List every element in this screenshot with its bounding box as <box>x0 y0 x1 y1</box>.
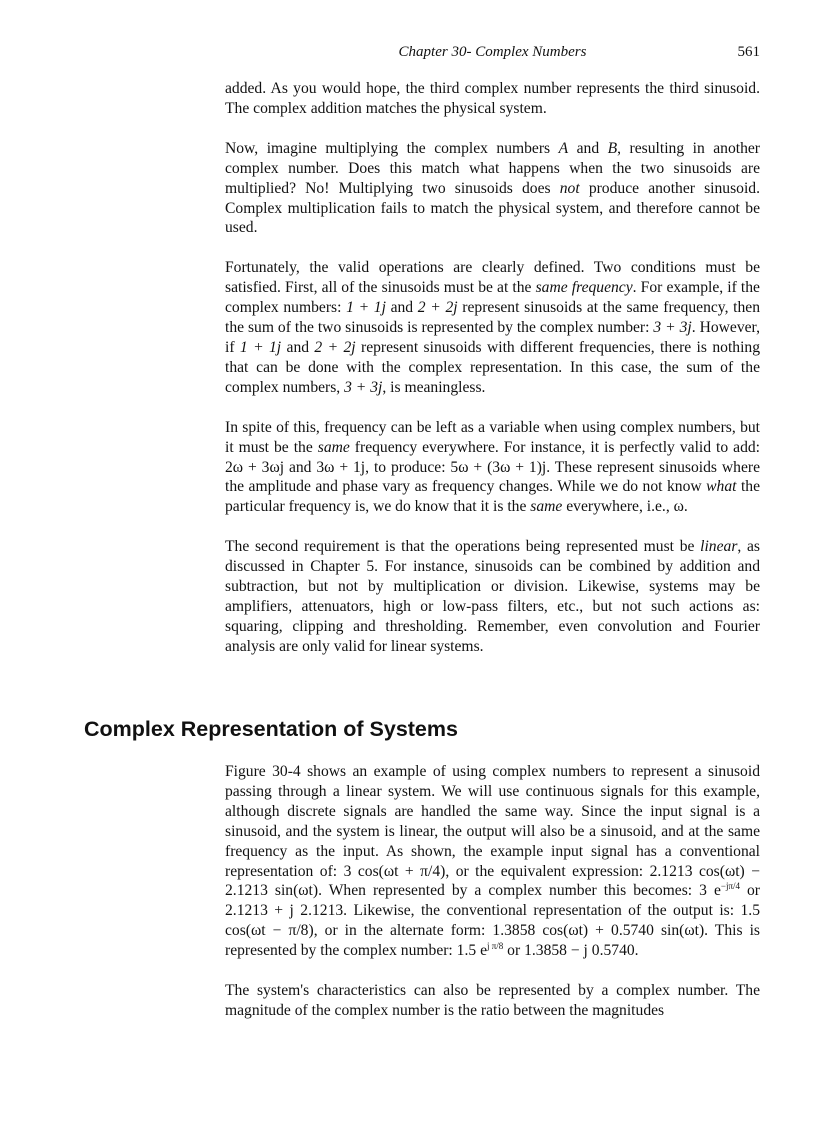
page-number: 561 <box>737 44 760 60</box>
text-column-bottom <box>225 762 760 1041</box>
chapter-title: Chapter 30- Complex Numbers <box>398 44 587 60</box>
paragraph-1: added. As you would hope, the third complex number represents the third sinusoid. The complex addition matches the physical system. <box>225 80 760 117</box>
paragraph-4: In spite of this, frequency can be left as a variable when using complex numbers, but it must be the same frequency everywhere. For instance, it is perfectly valid to add: 2ω + 3ωj and 3ω + 1j, to produce: 5ω + (3ω + 1)j. These represent sinusoids where the amplitude and phase vary as frequency changes. While we do not know what the particular frequency is, we do know that it is the same everywhere, i.e., ω. <box>225 418 760 516</box>
paragraph-7: The system's characteristics can also be represented by a complex number. The magnitude of the complex number is the ratio between the magnitudes <box>225 982 760 1019</box>
text-column-top <box>225 79 760 677</box>
paragraph-3: Fortunately, the valid operations are clearly defined. Two conditions must be satisfied. First, all of the sinusoids must be at the same frequency. For example, if the complex numbers: 1 + 1j and 2 + 2j represent sinusoids at the same frequency, then the sum of the two sinusoids is represented by the complex number: 3 + 3j. However, if 1 + 1j and 2 + 2j represent sinusoids with different frequencies, there is nothing that can be done with the complex representation. In this case, the sum of the complex numbers, 3 + 3j, is meaningless. <box>225 259 760 396</box>
section-heading: Complex Representation of Systems <box>84 717 458 741</box>
page-header <box>225 44 760 64</box>
paragraph-6: Figure 30-4 shows an example of using complex numbers to represent a sinusoid passing through a linear system. We will use continuous signals for this example, although discrete signals are handled the same way. Since the input signal is a sinusoid, and the system is linear, the output will also be a sinusoid, and at the same frequency as the input. As shown, the example input signal has a conventional representation of: 3 cos(ωt + π/4), or the equivalent expression: 2.1213 cos(ωt) − 2.1213 sin(ωt). When represented by a complex number this becomes: 3 $e^{-j\pi/4}$ or 2.1213 + j 2.1213. Likewise, the conventional representation of the output is: 1.5 cos(ωt − π/8), or in the alternate form: 1.3858 cos(ωt) + 0.5740 sin(ωt). This is represented by the complex number: 1.5 $e^{j \pi/8}$ or 1.3858 − j 0.5740. <box>225 763 760 960</box>
paragraph-2: Now, imagine multiplying the complex numbers A and B, resulting in another complex number. Does this match what happens when the two sinusoids are multiplied? No! Multiplying two sinusoids does not produce another sinusoid. Complex multiplication fails to match the physical system, and therefore cannot be used. <box>225 139 760 237</box>
paragraph-5: The second requirement is that the operations being represented must be linear, as discussed in Chapter 5. For instance, sinusoids can be combined by addition and subtraction, but not by multiplication or division. Likewise, systems may be amplifiers, attenuators, high or low-pass filters, etc., but not such actions as: squaring, clipping and thresholding. Remember, even convolution and Fourier analysis are only valid for linear systems. <box>225 538 760 655</box>
